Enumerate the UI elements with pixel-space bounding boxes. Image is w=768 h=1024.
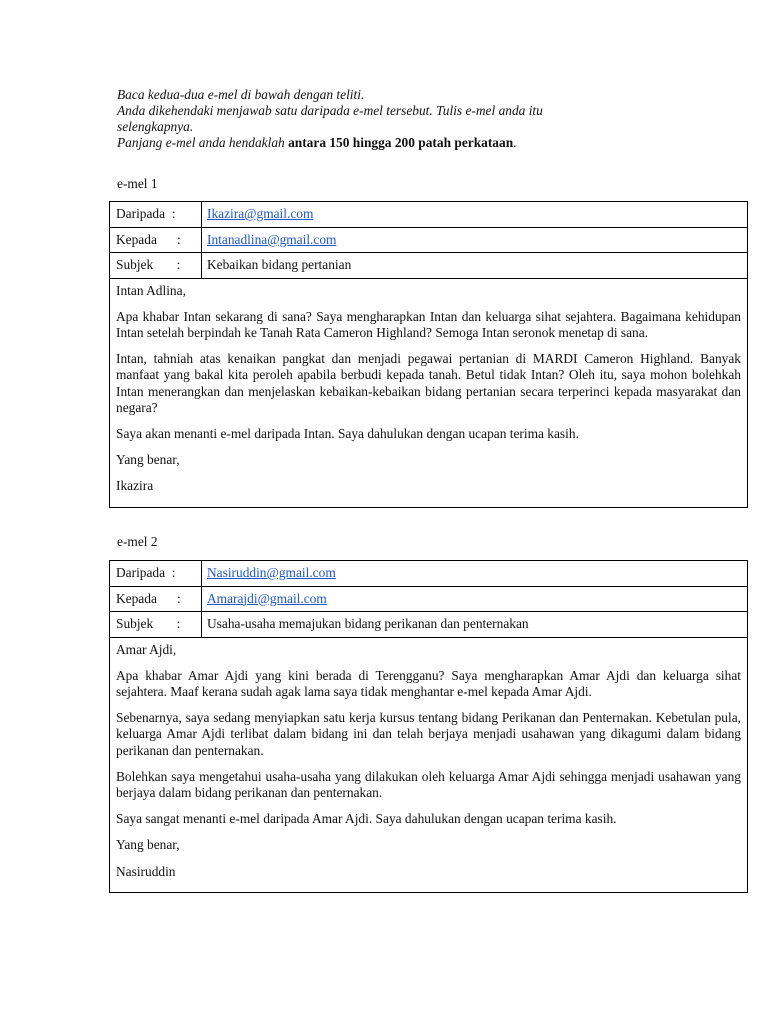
from-email-link[interactable]: Nasiruddin@gmail.com [207, 565, 336, 580]
subject-key: Subjek : [110, 253, 202, 278]
instruction-line-2: Anda dikehendaki menjawab satu daripada e-mel tersebut. Tulis e-mel anda itu [117, 103, 543, 118]
from-key: Daripada : [110, 561, 202, 586]
email-2-paragraph-1: Apa khabar Amar Ajdi yang kini berada di Terengganu? Saya mengharapkan Amar Ajdi dan keluarga sihat sejahtera. Maaf kerana sudah agak lama saya tidak menghantar e-mel kepada Amar Ajdi. [116, 667, 741, 699]
subject-value: Kebaikan bidang pertanian [207, 257, 352, 272]
email-1-signature: Ikazira [116, 478, 154, 494]
email-2-greeting: Amar Ajdi, [116, 641, 177, 657]
from-value [202, 202, 747, 227]
email-1-from-row [110, 202, 747, 228]
email-1-label: e-mel 1 [117, 176, 158, 191]
from-email-link[interactable]: Ikazira@gmail.com [207, 206, 314, 221]
instruction-line-4-suffix: . [513, 135, 517, 150]
email-1-closing: Yang benar, [116, 452, 180, 468]
instruction-line-3: selengkapnya. [117, 119, 194, 134]
to-value [202, 228, 747, 253]
instruction-line-1: Baca kedua-dua e-mel di bawah dengan teliti. [117, 87, 365, 102]
to-email-link[interactable]: Amarajdi@gmail.com [207, 590, 327, 606]
to-email-link[interactable]: Intanadlina@gmail.com [207, 231, 337, 247]
email-1-paragraph-2: Intan, tahniah atas kenaikan pangkat dan menjadi pegawai pertanian di MARDI Cameron Highland. Banyak manfaat yang bakal kita peroleh apabila berbudi kepada tanah. Betul tidak Intan? Oleh itu, saya mohon bolehkah Intan menerangkan dan menjelaskan kebaikan-kebaikan bidang pertanian secara terperinci kepada masyarakat dan negara? [116, 351, 741, 415]
email-2-paragraph-2: Sebenarnya, saya sedang menyiapkan satu kerja kursus tentang bidang Perikanan dan Penternakan. Kebetulan pula, keluarga Amar Ajdi terlibat dalam bidang ini dan telah berjaya menjadi usahawan yang dikagumi dalam bidang perikanan dan penternakan. [116, 710, 741, 758]
instruction-line-4-prefix: Panjang e-mel anda hendaklah [117, 135, 289, 150]
from-key: Daripada : [110, 202, 202, 227]
instructions [117, 87, 637, 151]
to-key: Kepada : [110, 587, 202, 612]
email-1-paragraph-1: Apa khabar Intan sekarang di sana? Saya mengharapkan Intan dan keluarga sihat sejahtera. Bagaimana kehidupan Intan setelah berpindah ke Tanah Rata Cameron Highland? Semoga Intan seronok menetap di sana. [116, 308, 741, 340]
subject-value: Usaha-usaha memajukan bidang perikanan dan penternakan [207, 616, 529, 631]
email-2-body [110, 638, 747, 880]
subject-key: Subjek : [110, 612, 202, 637]
email-1-body [110, 279, 747, 495]
word-count-requirement: antara 150 hingga 200 patah perkataan [288, 135, 514, 150]
email-2-to-row [110, 587, 747, 613]
email-2-from-row [110, 561, 747, 587]
email-2-paragraph-4: Saya sangat menanti e-mel daripada Amar Ajdi. Saya dahulukan dengan ucapan terima kasih. [116, 811, 617, 827]
to-key: Kepada : [110, 228, 202, 253]
email-2-paragraph-3: Bolehkan saya mengetahui usaha-usaha yang dilakukan oleh keluarga Amar Ajdi sehingga menjadi usahawan yang berjaya dalam bidang perikanan dan penternakan. [116, 768, 741, 800]
email-1-to-row [110, 228, 747, 254]
email-1-paragraph-3: Saya akan menanti e-mel daripada Intan. Saya dahulukan dengan ucapan terima kasih. [116, 425, 579, 441]
email-2-closing: Yang benar, [116, 837, 180, 853]
email-2-subject-row [110, 612, 747, 638]
email-2-label: e-mel 2 [117, 534, 158, 549]
email-2-box [109, 560, 748, 893]
to-value [202, 587, 747, 612]
email-1-box [109, 201, 748, 508]
instruction-line-4 [117, 135, 637, 151]
email-1-subject-row [110, 253, 747, 279]
email-1-greeting: Intan Adlina, [116, 282, 186, 298]
email-2-signature: Nasiruddin [116, 863, 176, 879]
from-value [202, 561, 747, 586]
